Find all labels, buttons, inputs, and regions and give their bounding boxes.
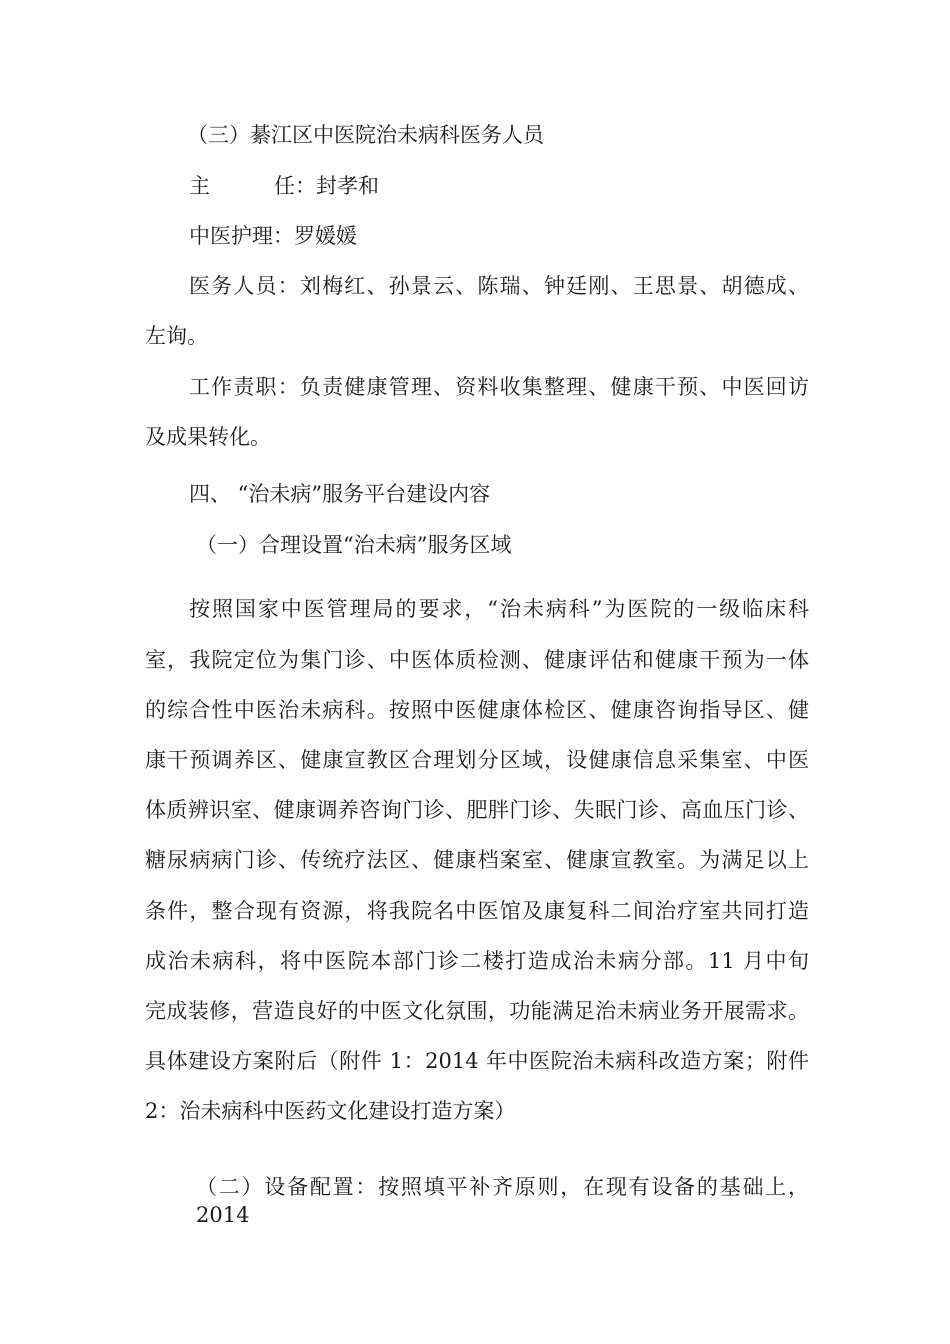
section-heading-staff: （三）綦江区中医院治未病科医务人员 — [187, 123, 544, 147]
para1-line-3: 的综合性中医治未病科。按照中医健康体检区、健康咨询指导区、健 — [145, 698, 809, 722]
part4-heading: 四、 “治未病”服务平台建设内容 — [189, 482, 491, 506]
para1-line-6: 糖尿病病门诊、传统疗法区、健康档案室、健康宣教室。为满足以上 — [145, 848, 809, 872]
director-label-b: 任： — [274, 174, 316, 198]
staff-line-2: 左询。 — [145, 324, 208, 348]
para1-line-5: 体质辨识室、健康调养咨询门诊、肥胖门诊、失眠门诊、高血压门诊、 — [145, 798, 809, 822]
para1-line-2: 室，我院定位为集门诊、中医体质检测、健康评估和健康干预为一体 — [145, 648, 809, 672]
director-label-a: 主 — [189, 174, 210, 198]
para1-line-4: 康干预调养区、健康宣教区合理划分区域，设健康信息采集室、中医 — [145, 748, 809, 772]
para1-line-8: 成治未病科，将中医院本部门诊二楼打造成治未病分部。11 月中旬 — [145, 949, 809, 973]
para1-line-7: 条件，整合现有资源，将我院名中医馆及康复科二间治疗室共同打造 — [145, 899, 809, 923]
director-line — [189, 172, 809, 200]
para1-line-9: 完成装修，营造良好的中医文化氛围，功能满足治未病业务开展需求。 — [145, 999, 809, 1023]
sub1-heading: （一）合理设置“治未病”服务区域 — [196, 533, 512, 557]
director-name: 封孝和 — [316, 174, 379, 198]
para1-line-10: 具体建设方案附后（附件 1：2014 年中医院治未病科改造方案；附件 — [145, 1049, 809, 1073]
staff-line-1: 医务人员：刘梅红、孙景云、陈瑞、钟廷刚、王思景、胡德成、 — [189, 274, 809, 298]
para1-line-1: 按照国家中医管理局的要求，“治未病科”为医院的一级临床科 — [189, 597, 809, 621]
duty-line-2: 及成果转化。 — [145, 425, 271, 449]
nursing-line: 中医护理：罗媛媛 — [189, 224, 357, 248]
sub2-line-1: （二）设备配置：按照填平补齐原则，在现有设备的基础上，2014 — [196, 1175, 809, 1227]
para1-line-11: 2：治未病科中医药文化建设打造方案） — [145, 1099, 516, 1123]
duty-line-1: 工作责职：负责健康管理、资料收集整理、健康干预、中医回访 — [189, 375, 809, 399]
